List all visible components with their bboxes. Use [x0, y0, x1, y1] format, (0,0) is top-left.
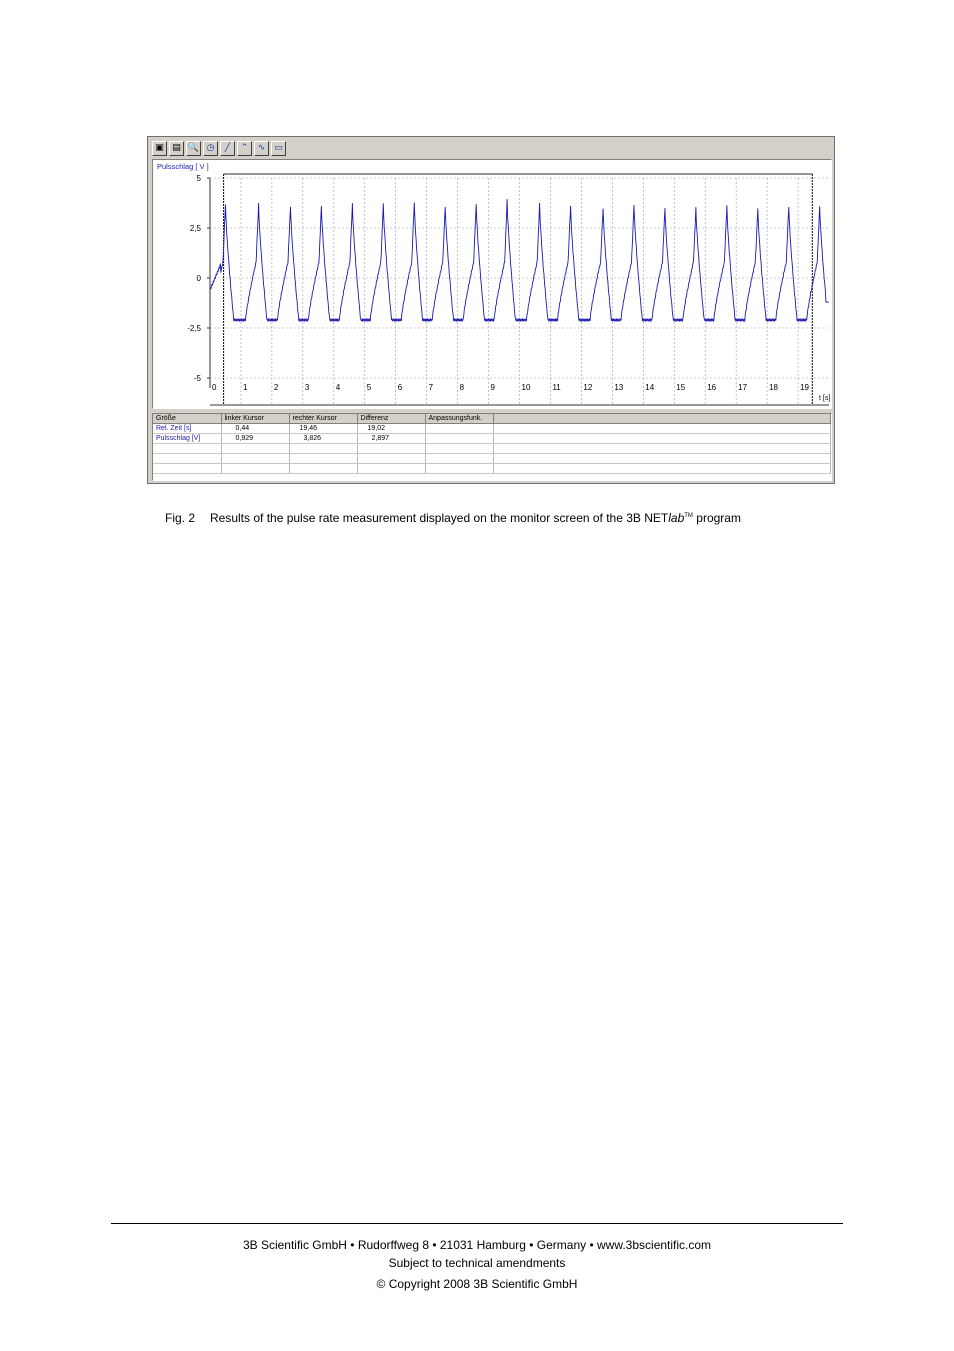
x-tick-label: 18 — [769, 383, 779, 392]
table-icon[interactable]: ▤ — [169, 141, 184, 156]
y-tick-label: 5 — [196, 174, 201, 183]
x-tick-label: 15 — [676, 383, 686, 392]
y-tick-label: 2,5 — [189, 224, 201, 233]
table-row[interactable] — [153, 434, 831, 444]
table-cell — [357, 444, 425, 454]
wave-icon[interactable]: ∿ — [254, 141, 269, 156]
x-axis-label: t [s] — [819, 395, 831, 402]
toolbar — [150, 139, 832, 157]
results-table-panel[interactable] — [152, 413, 832, 481]
results-table — [153, 414, 831, 474]
x-tick-label: 14 — [645, 383, 655, 392]
footer-amendments: Subject to technical amendments — [388, 1256, 566, 1270]
x-tick-label: 4 — [335, 383, 341, 392]
x-tick-label: 3 — [304, 383, 310, 392]
column-header[interactable]: linker Kursor — [221, 414, 289, 424]
footer-copyright: © Copyright 2008 3B Scientific GmbH — [376, 1277, 578, 1291]
x-tick-label: 1 — [242, 383, 248, 392]
table-cell — [493, 434, 831, 444]
table-cell — [493, 424, 831, 434]
table-cell — [425, 454, 493, 464]
x-tick-label: 10 — [521, 383, 531, 392]
table-cell — [425, 444, 493, 454]
figure-caption — [165, 511, 741, 525]
table-row[interactable] — [153, 444, 831, 454]
x-tick-label: 19 — [800, 383, 809, 392]
table-row[interactable] — [153, 424, 831, 434]
table-cell — [493, 444, 831, 454]
x-tick-label: 5 — [366, 383, 372, 392]
x-tick-label: 11 — [552, 383, 561, 392]
plot-panel[interactable] — [152, 159, 832, 409]
table-cell — [153, 454, 221, 464]
table-cell — [425, 464, 493, 474]
caption-tail: program — [692, 511, 741, 525]
column-header[interactable]: Differenz — [357, 414, 425, 424]
netlab-window — [147, 136, 835, 484]
table-cell: 2,897 — [357, 434, 425, 444]
fit-curve-icon[interactable]: ⌃ — [237, 141, 252, 156]
y-axis-label: Pulsschlag [ V ] — [157, 162, 209, 171]
caption-text: Results of the pulse rate measurement displayed on the monitor screen of the 3B NET — [210, 511, 669, 525]
table-cell: 0,929 — [221, 434, 289, 444]
table-cell: Pulsschlag [V] — [153, 434, 221, 444]
column-header[interactable] — [493, 414, 831, 424]
x-tick-label: 2 — [273, 383, 279, 392]
table-cell — [425, 424, 493, 434]
x-tick-label: 13 — [614, 383, 624, 392]
table-cell: 19,46 — [289, 424, 357, 434]
table-cell — [221, 454, 289, 464]
y-tick-label: 0 — [196, 274, 201, 283]
line-tool-icon[interactable]: ╱ — [220, 141, 235, 156]
x-tick-label: 17 — [738, 383, 748, 392]
table-cell — [289, 454, 357, 464]
clock-icon[interactable]: ◷ — [203, 141, 218, 156]
x-tick-label: 16 — [707, 383, 717, 392]
table-cell — [357, 454, 425, 464]
table-cell — [221, 464, 289, 474]
column-header[interactable]: rechter Kursor — [289, 414, 357, 424]
table-cell: 19,02 — [357, 424, 425, 434]
table-cell: Rel. Zeit [s] — [153, 424, 221, 434]
table-cell — [289, 464, 357, 474]
table-cell — [425, 434, 493, 444]
y-tick-label: -5 — [193, 374, 201, 383]
footer-address: 3B Scientific GmbH • Rudorffweg 8 • 21031 Hamburg • Germany • www.3bscientific.com — [242, 1238, 712, 1252]
x-tick-label: 9 — [490, 383, 496, 392]
pulse-chart[interactable] — [153, 160, 831, 408]
column-header[interactable]: Anpassungsfunk. — [425, 414, 493, 424]
y-tick-label: -2,5 — [187, 324, 201, 333]
table-row[interactable] — [153, 454, 831, 464]
table-cell: 0,44 — [221, 424, 289, 434]
figure-number: Fig. 2 — [165, 511, 196, 525]
footer-rule — [111, 1223, 843, 1224]
table-cell — [493, 464, 831, 474]
table-row[interactable] — [153, 464, 831, 474]
table-cell — [153, 464, 221, 474]
table-cell — [221, 444, 289, 454]
x-tick-label: 7 — [428, 383, 434, 392]
table-cell — [493, 454, 831, 464]
table-cell: 3,826 — [289, 434, 357, 444]
open-icon[interactable]: ▣ — [152, 141, 167, 156]
caption-italic: lab — [668, 511, 685, 525]
table-cell — [289, 444, 357, 454]
column-header[interactable]: Größe — [153, 414, 221, 424]
x-tick-label: 12 — [583, 383, 593, 392]
x-tick-label: 0 — [212, 383, 217, 392]
table-cell — [153, 444, 221, 454]
zoom-icon[interactable]: 🔍 — [186, 141, 201, 156]
table-header-row — [153, 414, 831, 424]
comment-icon[interactable]: ▭ — [271, 141, 286, 156]
table-cell — [357, 464, 425, 474]
x-tick-label: 8 — [459, 383, 465, 392]
x-tick-label: 6 — [397, 383, 403, 392]
trademark: TM — [684, 513, 693, 519]
